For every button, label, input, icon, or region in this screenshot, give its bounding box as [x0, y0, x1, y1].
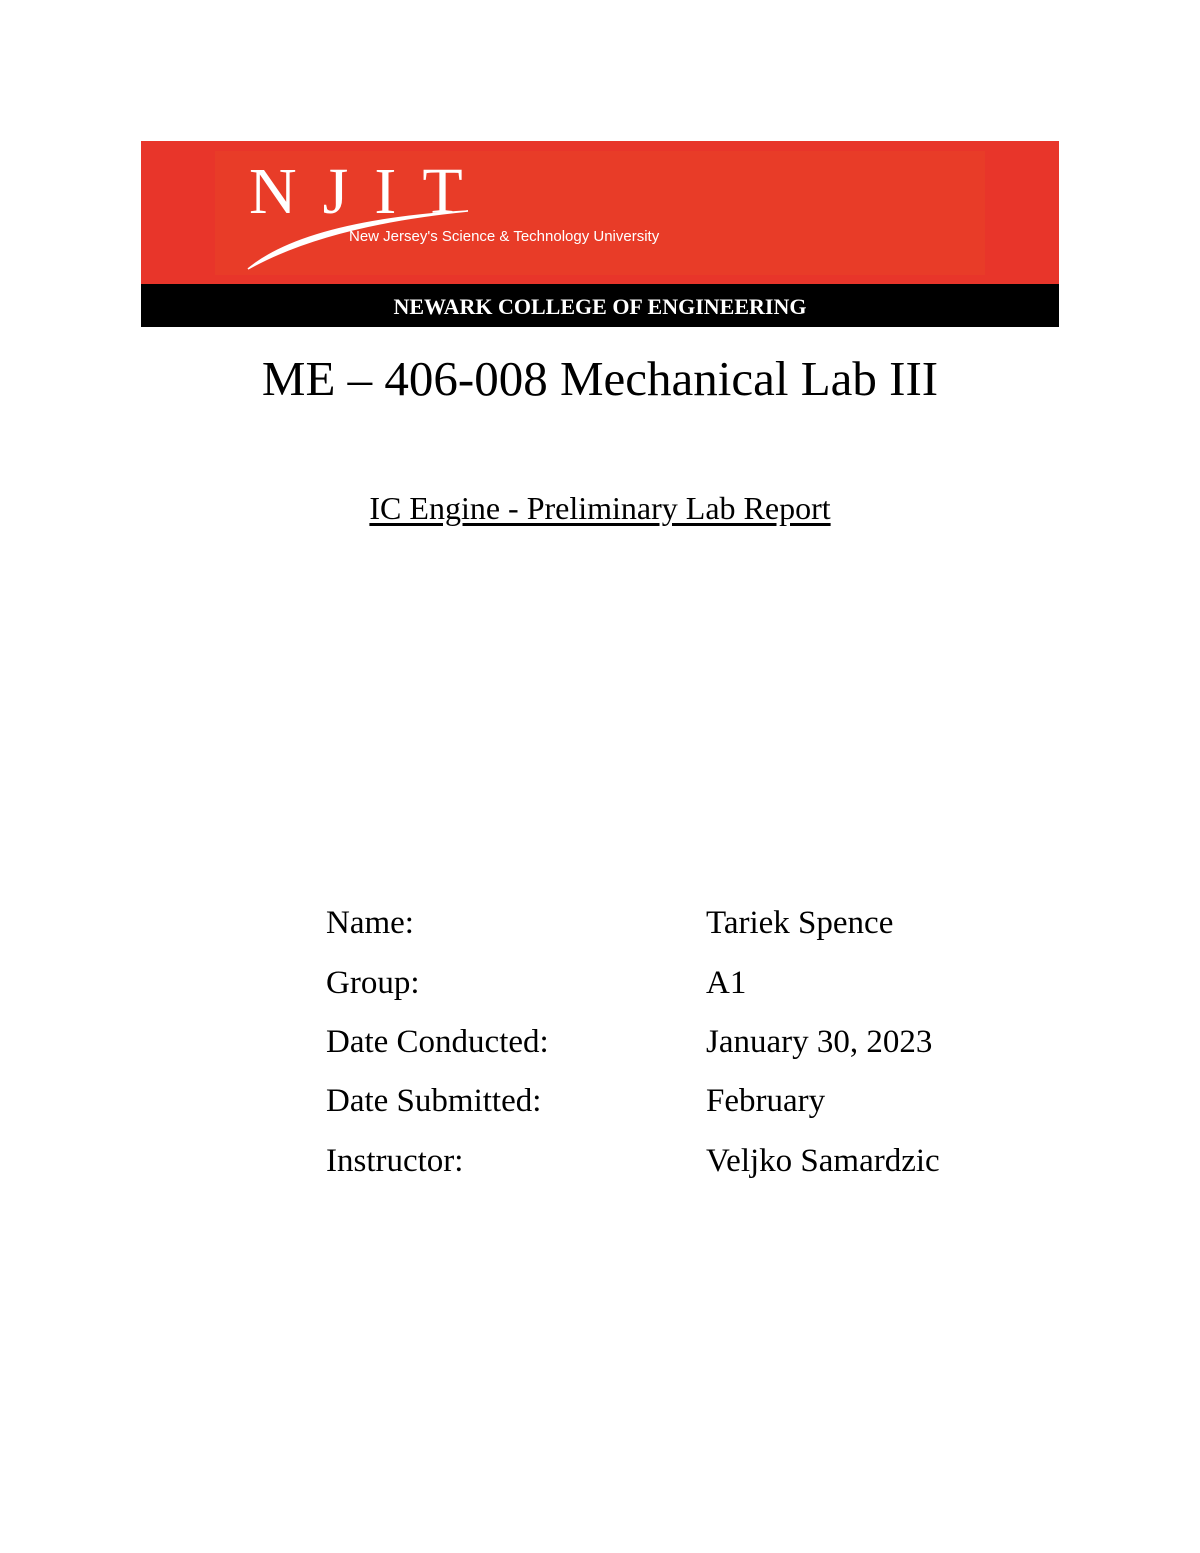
detail-value: Tariek Spence	[706, 905, 894, 941]
detail-value: February	[706, 1083, 826, 1119]
detail-value: January 30, 2023	[706, 1024, 933, 1060]
report-subtitle-text: IC Engine - Preliminary Lab Report	[369, 490, 831, 526]
detail-label: Name:	[326, 905, 414, 941]
logo-tagline: New Jersey's Science & Technology University	[349, 228, 660, 245]
detail-label: Date Submitted:	[326, 1083, 542, 1119]
banner-red-band	[141, 141, 1059, 284]
page-title: ME – 406-008 Mechanical Lab III	[261, 351, 939, 406]
detail-label: Date Conducted:	[326, 1024, 549, 1060]
njit-banner	[141, 141, 1059, 327]
detail-label: Group:	[326, 965, 420, 1001]
njit-logo: NJIT	[249, 155, 489, 228]
detail-value: Veljko Samardzic	[706, 1143, 940, 1179]
detail-row-group	[326, 965, 747, 1002]
detail-value: A1	[706, 965, 747, 1001]
detail-label: Instructor:	[326, 1143, 464, 1179]
detail-row-name	[326, 905, 894, 942]
report-subtitle	[0, 490, 1200, 527]
detail-row-date-conducted	[326, 1024, 933, 1061]
college-name: NEWARK COLLEGE OF ENGINEERING	[141, 284, 1059, 327]
detail-row-date-submitted	[326, 1083, 826, 1120]
detail-row-instructor	[326, 1143, 940, 1180]
